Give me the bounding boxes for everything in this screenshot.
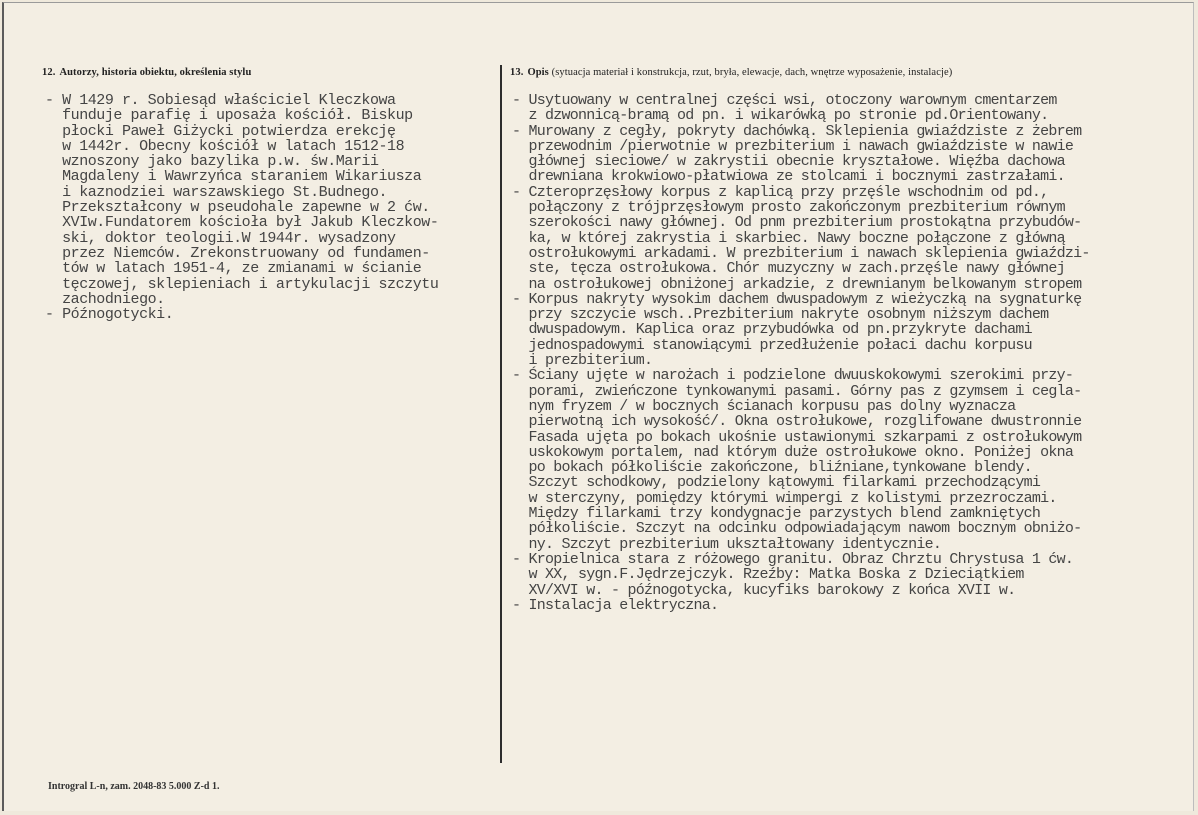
section12-line: funduje parafię i uposaża kościół. Biskup: [45, 107, 413, 125]
section12-line: w 1442r. Obecny kościół w latach 1512-18: [45, 137, 405, 155]
section13-line: ste, tęcza ostrołukowa. Chór muzyczny w zach.przęśle nawy głównej: [512, 260, 1065, 278]
section-12-text: [45, 93, 497, 322]
section12-line: Magdaleny i Wawrzyńca staraniem Wikariusza: [45, 168, 422, 186]
section12-line: i kaznodziei warszawskiego St.Budnego.: [45, 183, 388, 201]
section-13-subtitle: (sytuacja materiał i konstrukcja, rzut, bryła, elewacje, dach, wnętrze wyposażenie, instalacje): [551, 67, 953, 78]
section13-line: - Murowany z cegły, pokryty dachówką. Sklepienia gwiaździste z żebrem: [512, 122, 1082, 140]
section13-line: półkoliście. Szczyt na odcinku odpowiadającym nawom bocznym obniżo-: [512, 520, 1082, 538]
section13-line: drewniana krokwiowo-płatwiowa ze stolcami i bocznymi zastrzałami.: [512, 168, 1065, 186]
section13-line: i prezbiterium.: [512, 352, 653, 370]
section13-line: nym fryzem / w bocznych ścianach korpusu pas dolny wyznacza: [512, 397, 1016, 415]
section13-line: - Instalacja elektryczna.: [512, 596, 719, 614]
section13-line: pierwotną ich wysokość/. Okna ostrołukowe, rozglifowane dwustronnie: [512, 413, 1082, 431]
section13-line: ka, w której zakrystia i skarbiec. Nawy boczne połączone z główną: [512, 229, 1065, 247]
section12-line: - W 1429 r. Sobiesąd właściciel Kleczkowa: [45, 92, 396, 109]
section-12-heading: [42, 67, 251, 78]
section13-line: ny. Szczyt prezbiterium ukształtowany identycznie.: [512, 535, 942, 553]
section13-line: z dzwonnicą-bramą od pn. i wikarówką po stronie pd.Orientowany.: [512, 107, 1049, 125]
printer-imprint: Introgral L-n, zam. 2048-83 5.000 Z-d 1.: [48, 781, 220, 792]
section12-line: XVIw.Fundatorem kościoła był Jakub Kleczkow-: [45, 214, 439, 232]
section13-line: połączony z trójprzęsłowym prosto zakończonym prezbiterium równym: [512, 199, 1065, 217]
section13-line: XV/XVI w. - późnogotycka, kucyfiks barokowy z końca XVII w.: [512, 581, 1016, 599]
section13-line: na ostrołukowej obniżonej arkadzie, z drewnianym belkowanym stropem: [512, 275, 1082, 293]
section13-line: - Ściany ujęte w narożach i podzielone dwuuskokowymi szerokimi przy-: [512, 367, 1074, 385]
section12-line: - Późnogotycki.: [45, 306, 174, 324]
section13-line: uskokowym portalem, nad którym duże ostrołukowe okno. Poniżej okna: [512, 443, 1074, 461]
section-12-title: Autorzy, historia obiektu, określenia stylu: [59, 67, 252, 78]
section-13-heading: [510, 67, 952, 78]
section13-line: głównej sieciowe/ w zakrystii obecnie kryształowe. Więźba dachowa: [512, 153, 1065, 171]
section13-line: w sterczyny, pomiędzy którymi wimpergi z kolistymi przezroczami.: [512, 489, 1057, 507]
section12-line: Przekształcony w pseudohale zapewne w 2 ćw.: [45, 199, 430, 217]
section13-line: jednospadowymi stanowiącymi przedłużenie połaci dachu korpusu: [512, 336, 1032, 354]
inventory-card: [2, 2, 1194, 811]
section13-line: - Czteroprzęsłowy korpus z kaplicą przy przęśle wschodnim od pd.,: [512, 183, 1049, 201]
section-13-title: Opis: [527, 67, 549, 78]
section13-line: w XX, sygn.F.Jędrzejczyk. Rzeźby: Matka Boska z Dzieciątkiem: [512, 566, 1024, 584]
section13-line: przewodnim /pierwotnie w prezbiterium i nawach gwiaździste w nawie: [512, 137, 1074, 155]
section13-line: dwuspadowym. Kaplica oraz przybudówka od pn.przykryte dachami: [512, 321, 1032, 339]
section13-line: Fasada ujęta po bokach ukośnie ustawionymi szkarpami z ostrołukowym: [512, 428, 1082, 446]
section12-line: ski, doktor teologii.W 1944r. wysadzony: [45, 229, 396, 247]
section13-line: Między filarkami trzy kondygnacje parzystych blend zamkniętych: [512, 505, 1041, 523]
section12-line: tęczowej, sklepieniach i artykulacji szczytu: [45, 275, 439, 293]
section12-line: zachodniego.: [45, 290, 165, 308]
section13-line: przy szczycie wsch..Prezbiterium nakryte osobnym niższym dachem: [512, 306, 1049, 324]
section-13-text: [512, 93, 1196, 613]
section12-line: płocki Paweł Giżycki potwierdza erekcję: [45, 122, 396, 140]
section13-line: szerokości nawy głównej. Od pnm prezbiterium prostokątna przybudów-: [512, 214, 1082, 232]
column-divider: [500, 65, 502, 763]
section13-line: - Korpus nakryty wysokim dachem dwuspadowym z wieżyczką na sygnaturkę: [512, 290, 1082, 308]
section12-line: wznoszony jako bazylika p.w. św.Marii: [45, 153, 379, 171]
section-12-number: 12.: [42, 67, 56, 78]
section13-line: Szczyt schodkowy, podzielony kątowymi filarkami przechodzącymi: [512, 474, 1041, 492]
section13-line: ostrołukowymi arkadami. W prezbiterium i nawach sklepienia gwiaździ-: [512, 244, 1090, 262]
section13-line: porami, zwieńczone tynkowanymi pasami. Górny pas z gzymsem i cegla-: [512, 382, 1082, 400]
section13-line: - Usytuowany w centralnej części wsi, otoczony warownym cmentarzem: [512, 92, 1057, 109]
section-13-number: 13.: [510, 67, 524, 78]
section12-line: przez Niemców. Zrekonstruowany od fundamen-: [45, 244, 430, 262]
section13-line: po bokach półkoliście zakończone, bliźniane,tynkowane blendy.: [512, 459, 1032, 477]
section12-line: tów w latach 1951-4, ze zmianami w ścianie: [45, 260, 422, 278]
section13-line: - Kropielnica stara z różowego granitu. Obraz Chrztu Chrystusa 1 ćw.: [512, 550, 1074, 568]
